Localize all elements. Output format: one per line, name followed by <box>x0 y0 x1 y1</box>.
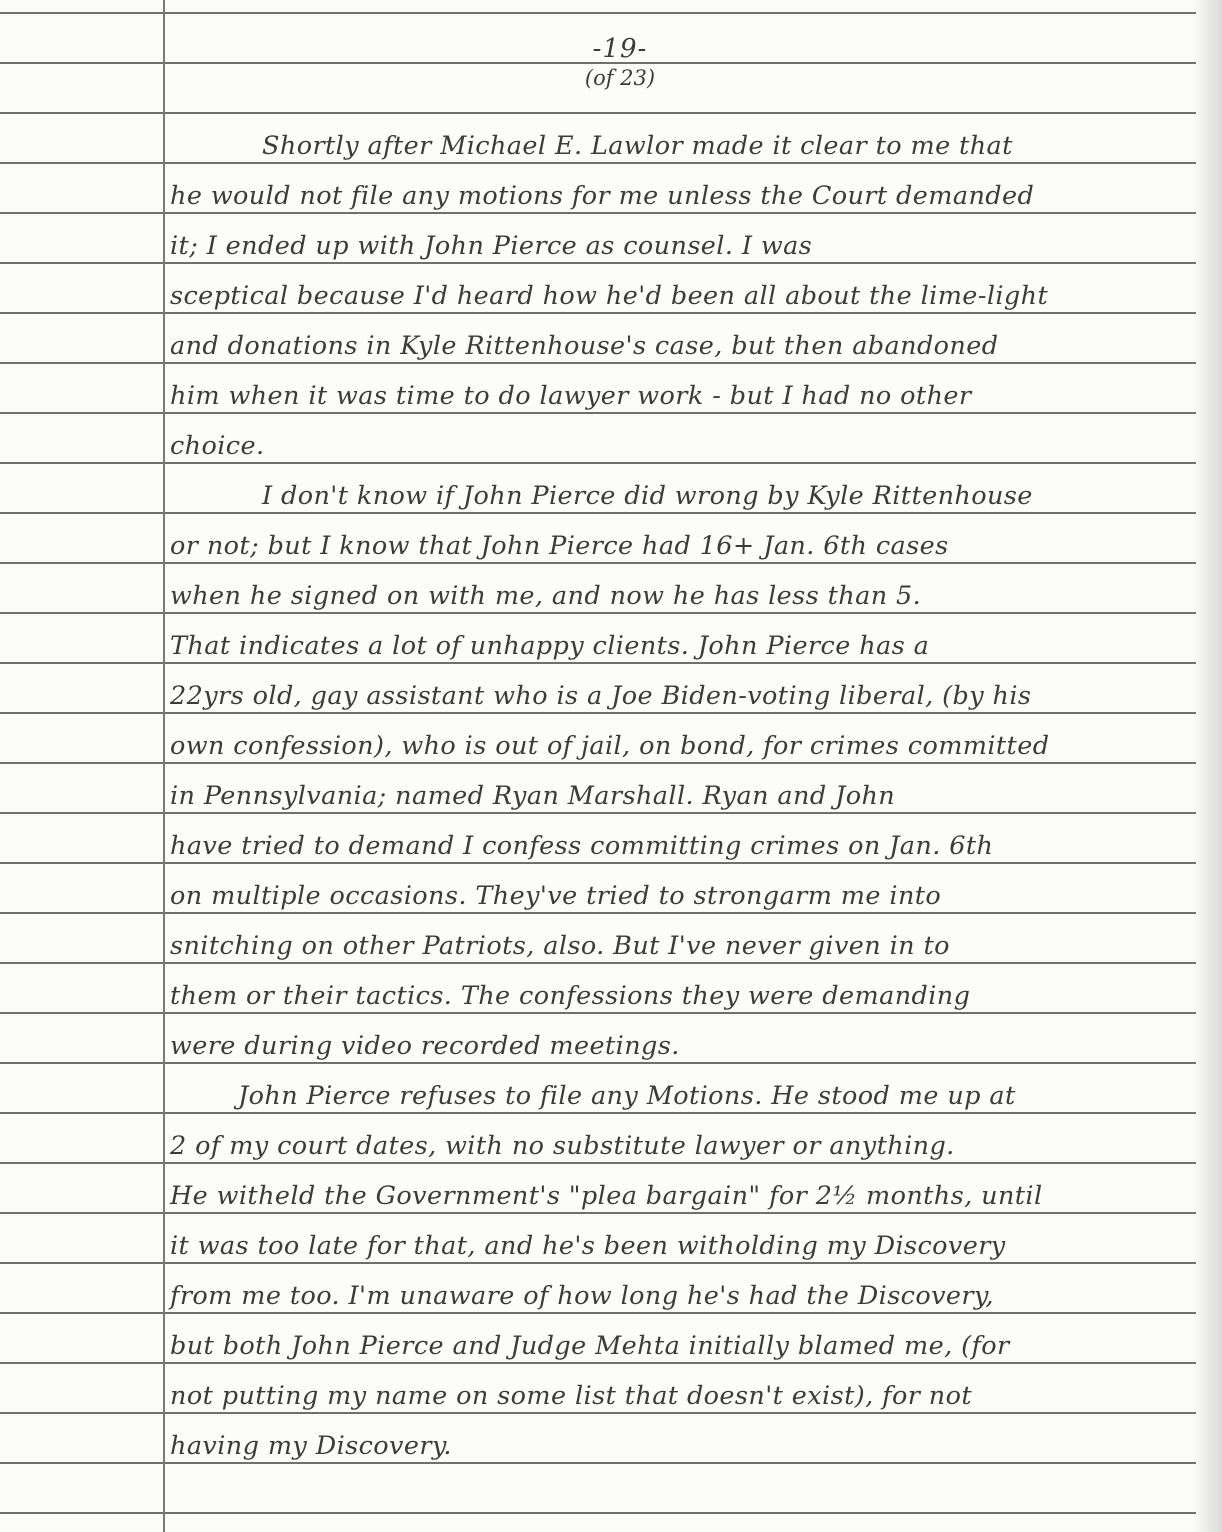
text-line-9: or not; but I know that John Pierce had 16+ Jan. 6th cases <box>170 531 949 561</box>
page-number-value: -19- <box>592 34 648 64</box>
ruled-line <box>0 1012 1196 1014</box>
text-line-13: own confession), who is out of jail, on bond, for crimes committed <box>170 731 1050 761</box>
text-line-2: he would not file any motions for me unless the Court demanded <box>170 181 1035 211</box>
ruled-line <box>0 862 1196 864</box>
ruled-line <box>0 1062 1196 1064</box>
text-line-4: sceptical because I'd heard how he'd been all about the lime-light <box>170 281 1049 311</box>
ruled-line <box>0 12 1196 14</box>
text-line-5: and donations in Kyle Rittenhouse's case, but then abandoned <box>170 331 999 361</box>
text-line-21: 2 of my court dates, with no substitute lawyer or anything. <box>170 1131 955 1161</box>
ruled-line <box>0 1162 1196 1164</box>
page-total: (of 23) <box>584 66 656 90</box>
ruled-line <box>0 262 1196 264</box>
text-line-25: but both John Pierce and Judge Mehta initially blamed me, (for <box>170 1331 1010 1361</box>
ruled-line <box>0 512 1196 514</box>
ruled-line <box>0 712 1196 714</box>
ruled-line <box>0 912 1196 914</box>
text-line-22: He witheld the Government's "plea bargain" for 2½ months, until <box>170 1181 1043 1211</box>
ruled-line <box>0 1262 1196 1264</box>
ruled-line <box>0 362 1196 364</box>
ruled-line <box>0 962 1196 964</box>
ruled-line <box>0 212 1196 214</box>
ruled-line <box>0 1462 1196 1464</box>
text-line-12: 22yrs old, gay assistant who is a Joe Biden-voting liberal, (by his <box>170 681 1032 711</box>
ruled-line <box>0 562 1196 564</box>
ruled-line <box>0 312 1196 314</box>
ruled-line <box>0 612 1196 614</box>
ruled-line <box>0 1212 1196 1214</box>
ruled-line <box>0 812 1196 814</box>
ruled-line <box>0 1362 1196 1364</box>
text-line-1: Shortly after Michael E. Lawlor made it clear to me that <box>262 131 1013 161</box>
margin-line <box>163 0 165 1532</box>
text-line-24: from me too. I'm unaware of how long he's had the Discovery, <box>170 1281 994 1311</box>
ruled-line <box>0 762 1196 764</box>
ruled-line <box>0 1512 1196 1514</box>
page-edge-shadow <box>1192 0 1222 1532</box>
text-line-6: him when it was time to do lawyer work - but I had no other <box>170 381 972 411</box>
text-line-20: John Pierce refuses to file any Motions. He stood me up at <box>238 1081 1016 1111</box>
text-line-15: have tried to demand I confess committing crimes on Jan. 6th <box>170 831 994 861</box>
ruled-line <box>0 462 1196 464</box>
text-line-23: it was too late for that, and he's been witholding my Discovery <box>170 1231 1006 1261</box>
text-line-14: in Pennsylvania; named Ryan Marshall. Ryan and John <box>170 781 896 811</box>
text-line-27: having my Discovery. <box>170 1431 452 1461</box>
ruled-line <box>0 1312 1196 1314</box>
text-line-18: them or their tactics. The confessions they were demanding <box>170 981 971 1011</box>
text-line-16: on multiple occasions. They've tried to strongarm me into <box>170 881 942 911</box>
text-line-17: snitching on other Patriots, also. But I've never given in to <box>170 931 950 961</box>
ruled-line <box>0 1112 1196 1114</box>
page-number <box>520 34 720 92</box>
ruled-line <box>0 112 1196 114</box>
ruled-line <box>0 412 1196 414</box>
text-line-7: choice. <box>170 431 265 461</box>
text-line-26: not putting my name on some list that doesn't exist), for not <box>170 1381 973 1411</box>
text-line-3: it; I ended up with John Pierce as counsel. I was <box>170 231 813 261</box>
text-line-11: That indicates a lot of unhappy clients. John Pierce has a <box>170 631 930 661</box>
ruled-line <box>0 662 1196 664</box>
text-line-8: I don't know if John Pierce did wrong by Kyle Rittenhouse <box>262 481 1033 511</box>
ruled-line <box>0 162 1196 164</box>
text-line-19: were during video recorded meetings. <box>170 1031 680 1061</box>
text-line-10: when he signed on with me, and now he has less than 5. <box>170 581 922 611</box>
ruled-line <box>0 1412 1196 1414</box>
